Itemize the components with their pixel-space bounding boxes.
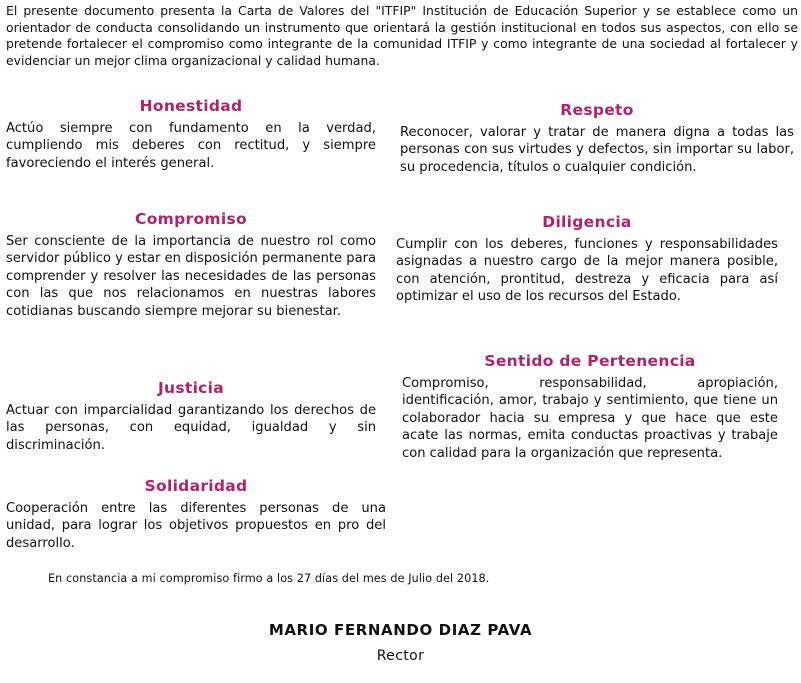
intro-paragraph: El presente documento presenta la Carta de Valores del "ITFIP" Institución de Educación Superior y se establece como un orientador de conducta consolidando un instrumento que orientará la gestión institucional en todos sus aspectos, con ello se pretende fortalecer el compromiso como integrante de la comunidad ITFIP y como integrante de una sociedad al fortalecer y evidenciar un mejor clima organizacional y calidad humana. bbox=[6, 3, 798, 68]
value-description: Compromiso, responsabilidad, apropiación, identificación, amor, trabajo y sentimiento, que tiene un colaborador hacia su empresa y que hace que este acate las normas, emita conductas proactivas y trabaje con calidad para la organización que representa. bbox=[402, 376, 778, 461]
value-solidaridad bbox=[6, 477, 386, 552]
value-title: Solidaridad bbox=[144, 477, 248, 495]
value-justicia bbox=[6, 379, 376, 454]
value-title: Honestidad bbox=[139, 97, 243, 115]
signature-title: Rector bbox=[376, 648, 425, 664]
value-description: Cumplir con los deberes, funciones y responsabilidades asignadas a nuestro cargo de la mejor manera posible, con atención, prontitud, destreza y eficacia para así optimizar el uso de los recursos del Estado. bbox=[396, 237, 778, 305]
value-honestidad bbox=[6, 97, 376, 172]
value-description: Actuar con imparcialidad garantizando los derechos de las personas, con equidad, igualdad y sin discriminación. bbox=[6, 403, 376, 453]
value-title: Justicia bbox=[157, 379, 225, 397]
value-title: Sentido de Pertenencia bbox=[484, 352, 696, 370]
value-title: Respeto bbox=[560, 101, 634, 119]
value-sentido-de-pertenencia bbox=[402, 352, 778, 462]
value-title: Diligencia bbox=[542, 213, 632, 231]
signature-name: MARIO FERNANDO DIAZ PAVA bbox=[268, 621, 533, 639]
value-description: Reconocer, valorar y tratar de manera digna a todas las personas con sus virtudes y defectos, sin importar su labor, su procedencia, títulos o cualquier condición. bbox=[400, 125, 794, 175]
value-title: Compromiso bbox=[135, 210, 247, 228]
value-diligencia bbox=[396, 213, 778, 306]
closing-statement: En constancia a mi compromiso firmo a los 27 días del mes de Julio del 2018. bbox=[48, 572, 490, 585]
value-description: Actúo siempre con fundamento en la verdad, cumpliendo mis deberes con rectitud, y siempre favoreciendo el interés general. bbox=[6, 121, 376, 171]
value-description: Cooperación entre las diferentes personas de una unidad, para lograr los objetivos propuestos en pro del desarrollo. bbox=[6, 501, 386, 551]
value-respeto bbox=[400, 101, 794, 176]
value-compromiso bbox=[6, 210, 376, 320]
value-description: Ser consciente de la importancia de nuestro rol como servidor público y estar en disposición permanente para comprender y resolver las necesidades de las personas con las que nos relacionamos en nuestras labores cotidianas buscando siempre mejorar su bienestar. bbox=[6, 234, 377, 319]
